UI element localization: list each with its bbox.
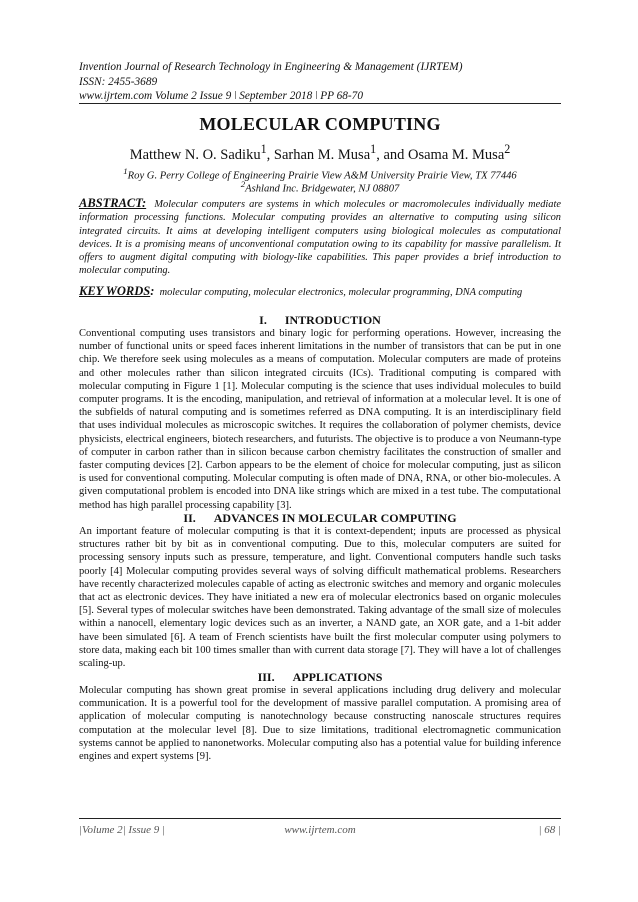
section-title: APPLICATIONS [292,670,383,684]
author-affiliation-mark: 2 [504,142,511,156]
paper-title: MOLECULAR COMPUTING [199,114,441,134]
section-heading-introduction [79,313,561,328]
journal-name: Invention Journal of Research Technology in Engineering & Management (IJRTEM) [79,61,463,73]
section-heading-advances [79,511,561,526]
author-separator: , [266,146,274,163]
section-body-advances: An important feature of molecular computing is that it is context-dependent; inputs are processed as physical structures rather bit by bit as in conventional computing. Due to this, molecular computers are suited for processing sensory inputs such as pressure, temperature, and light. Conventional computers handle such tasks poorly [4] Molecular computing provides several ways of solving difficult mathematical problems. Researchers have recently characterized molecules capable of acting as electronic switches and memory and organic molecules that act as electronic devices. They have initiated a new era of molecular electronics based on organic molecules [5]. Several types of molecular switches have been demonstrated. Taking advantage of the small size of molecules within a nanocell, elementary logic devices such as an inverter, a NAND gate, an XOR gate, and a 1-bit adder have been simulated [6]. A team of French scientists have built the first molecular computer using polymers to store data, making each bit 100 times smaller than with current data storage [7]. They will have a lot of challenges scaling-up. [79,526,561,670]
section-title: INTRODUCTION [284,313,381,327]
footer-volume-issue: |Volume 2| Issue 9 | [79,824,166,836]
abstract-label: ABSTRACT: [79,196,147,210]
author-affiliation-mark: 1 [370,142,377,156]
section-number: I. [259,313,267,327]
footer-page-number: | 68 | [538,824,561,836]
keywords [79,285,561,299]
author-name: Sarhan M. Musa [273,146,371,163]
section-number: II. [183,511,196,525]
author-list [79,142,561,164]
keywords-text: molecular computing, molecular electronics, molecular programming, DNA computing [159,287,523,298]
affiliation-2 [79,178,561,196]
abstract-text: Molecular computers are systems in which molecules or macromolecules individually mediate information processing functions. Molecular computing provides an alternative to computing using silicon integrated circuits. It aims at developing intelligent computers using biological molecules as computational devices. It is a promising means of unconventional computation owing to its capability for massive parallelism. It offers to augment digital computing with biology-like capabilities. This paper provides a brief introduction to molecular computing. [79,199,561,277]
affiliation-mark: 1 [123,166,128,176]
keywords-colon: : [150,284,155,298]
section-body-applications: Molecular computing has shown great promise in several applications including drug delivery and molecular communication. It is a powerful tool for the development of massive parallel computation. A promising area of application of molecular computing is nanotechnology because constructing nanoscale structures requires computation at the molecular level [8]. Due to size limitations, traditional electromagnetic communication systems cannot be applied to nanonetworks. Molecular computing also has a potential value for building inference engines and expert systems [9]. [79,685,561,763]
author-name: Osama M. Musa [408,146,505,163]
journal-volume-line: www.ijrtem.com Volume 2 Issue 9 ǀ September 2018 ǀ PP 68-70 [79,90,363,102]
footer-rule [79,818,561,819]
journal-issn: ISSN: 2455-3689 [79,75,158,88]
header-rule [79,103,561,104]
affiliation-mark: 2 [240,179,246,189]
affiliation-text: Ashland Inc. Bridgewater, NJ 08807 [245,183,400,195]
section-heading-applications [79,670,561,685]
keywords-label: KEY WORDS [79,284,151,298]
section-number: III. [257,670,275,684]
journal-header [79,60,561,104]
section-body-introduction: Conventional computing uses transistors and binary logic for performing operations. However, increasing the number of functional units or speed faces inherent limitations in the number of transistors that can be put in one chip. We therefore seek using molecules as a means of computation. Molecular computers are made of proteins and other molecules rather than silicon integrated circuits (ICs). Traditional computing is compared with molecular computing in Figure 1 [1]. Molecular computing is the science that uses individual molecules to build computer programs. It is the encoding, manipulation, and retrieval of information at a molecular level. It is one of the subfields of natural computing and is sometimes referred as DNA computing. It is an interdisciplinary field that uses individual molecules as microscopic switches. It requires the collaboration of polymer chemists, device physicists, electrical engineers, biotech researchers, and futurists. The objective is to produce a von Neumann-type of computer in carbon rather than in silicon because carbon chemistry facilitates the construction of smaller and faster computing devices [2]. Carbon appears to be the element of choice for molecular computing, just as silicon is used for conventional computing. Molecular computing is often made of DNA, RNA, or other bio-molecules. A given computational problem is encoded into DNA like strings which are mixed in a test tube. The computational method has high parallel processing capability [3]. [79,328,561,511]
author-name: Matthew N. O. Sadiku [129,146,261,163]
abstract [79,197,561,278]
footer-website: www.ijrtem.com [284,824,356,836]
author-affiliation-mark: 1 [260,142,267,156]
section-title: ADVANCES IN MOLECULAR COMPUTING [213,511,457,525]
affiliation-text: Roy G. Perry College of Engineering Prairie View A&M University Prairie View, TX 77446 [127,170,517,182]
author-separator: , and [376,146,408,163]
